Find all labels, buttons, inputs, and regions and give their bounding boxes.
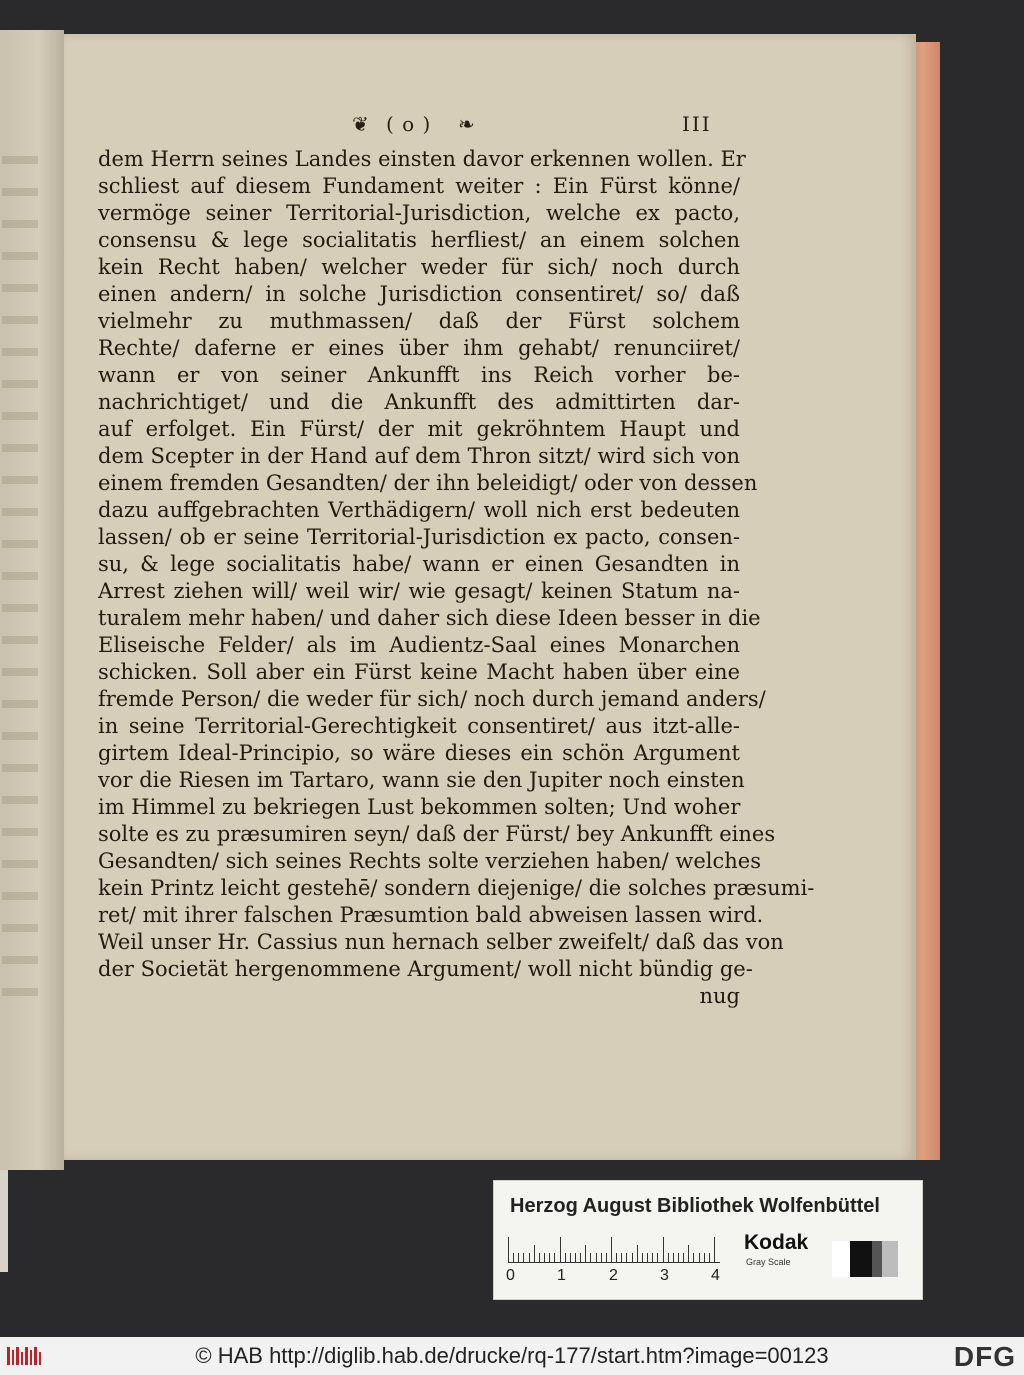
body-text [98,146,815,1010]
ruler-tick [647,1253,648,1263]
ruler-tick [632,1253,633,1263]
ornament-right-icon: ❧ [458,112,475,136]
text-line: lassen/ ob er seine Territorial-Jurisdiction ex pacto, consen- [98,525,740,549]
text-line: kein Recht haben/ welcher weder für sich/ noch durch [98,255,740,279]
ruler-tick [673,1253,674,1263]
ruler-number: 4 [711,1267,720,1284]
catchword: nug [699,984,740,1008]
ruler-number: 3 [660,1267,669,1284]
text-line: schicken. Soll aber ein Fürst keine Macht haben über eine [98,660,740,684]
page-fore-edge [912,42,940,1160]
text-line: dazu auffgebrachten Verthädigern/ woll nich erst bedeuten [98,498,740,522]
text-line: wann er von seiner Ankunfft ins Reich vorher be- [98,363,740,387]
ruler-tick [626,1253,627,1263]
ruler-tick [637,1245,638,1263]
gray-patch-white [832,1241,850,1277]
ruler-tick [508,1237,509,1263]
ruler-tick [678,1253,679,1263]
ruler-tick [570,1253,571,1263]
text-line: turalem mehr haben/ und daher sich diese Ideen besser in die [98,606,761,630]
ruler-tick [596,1253,597,1263]
ruler-tick [544,1253,545,1263]
ruler-tick [580,1253,581,1263]
ruler-tick [549,1253,550,1263]
text-line: vielmehr zu muthmassen/ daß der Fürst solchem [98,309,740,333]
ruler-tick [565,1253,566,1263]
text-line: vermöge seiner Territorial-Jurisdiction, welche ex pacto, [98,201,740,225]
text-line: einem fremden Gesandten/ der ihn beleidigt/ oder von dessen [98,471,758,495]
text-line: girtem Ideal-Principio, so wäre dieses ein schön Argument [98,741,740,765]
ruler-tick [513,1253,514,1263]
ruler-tick [621,1253,622,1263]
ruler-tick [601,1253,602,1263]
text-line: auf erfolget. Ein Fürst/ der mit gekröhntem Haupt und [98,417,740,441]
text-line: schliest auf diesem Fundament weiter : Ein Fürst könne/ [98,174,740,198]
ruler-tick [709,1253,710,1263]
folio-number: III [682,112,712,136]
ruler-tick [657,1253,658,1263]
text-line: ret/ mit ihrer falschen Præsumtion bald abweisen lassen wird. [98,903,764,927]
ruler-tick [693,1253,694,1263]
gray-scale-label: Gray Scale [746,1257,791,1267]
ruler-tick [688,1245,689,1263]
text-line: im Himmel zu bekriegen Lust bekommen solten; Und woher [98,795,741,819]
ruler-tick [554,1253,555,1263]
ruler-tick [529,1253,530,1263]
text-line: Eliseische Felder/ als im Audientz-Saal eines Monarchen [98,633,740,657]
ruler-tick [652,1253,653,1263]
text-line: fremde Person/ die weder für sich/ noch durch jemand anders/ [98,687,766,711]
ruler-tick [616,1253,617,1263]
ruler-tick [714,1237,715,1263]
ruler-tick [523,1253,524,1263]
text-line: Arrest ziehen will/ weil wir/ wie gesagt/ keinen Statum na- [98,579,740,603]
page-header [352,112,736,138]
dfg-logo: DFG [953,1341,1016,1372]
color-card [493,1180,923,1300]
ruler-tick [663,1237,664,1263]
previous-page-edge [0,30,64,1170]
text-line: Rechte/ daferne er eines über ihm gehabt/ renunciiret/ [98,336,740,360]
gray-patch-light [882,1241,898,1277]
ornament-left-icon: ❦ [352,112,369,136]
ruler-tick [585,1245,586,1263]
measure-ruler [508,1233,720,1263]
text-line: einen andern/ in solche Jurisdiction consentiret/ so/ daß [98,282,740,306]
ruler-tick [534,1245,535,1263]
text-line: kein Printz leicht gestehē/ sondern diejenige/ die solches præsumi- [98,876,815,900]
text-line: dem Scepter in der Hand auf dem Thron sitzt/ wird sich von [98,444,740,468]
ruler-tick [606,1253,607,1263]
ruler-tick [668,1253,669,1263]
gray-patch-black [850,1241,872,1277]
ink-bleed-through [2,156,38,1016]
footer-bar [0,1337,1024,1375]
text-line: nachrichtiget/ und die Ankunfft des admittirten dar- [98,390,740,414]
text-line: consensu & lege socialitatis herfliest/ an einem solchen [98,228,740,252]
text-line: su, & lege socialitatis habe/ wann er einen Gesandten in [98,552,740,576]
copyright-url[interactable]: © HAB http://diglib.hab.de/drucke/rq-177/start.htm?image=00123 [195,1343,829,1368]
ruler-tick [575,1253,576,1263]
ruler-tick [611,1237,612,1263]
ruler-tick [560,1237,561,1263]
ruler-number: 2 [609,1267,618,1284]
ruler-tick [518,1253,519,1263]
text-line: Weil unser Hr. Cassius nun hernach selber zweifelt/ daß das von [98,930,784,954]
ruler-number: 1 [557,1267,566,1284]
ruler-tick [590,1253,591,1263]
text-line: dem Herrn seines Landes einsten davor erkennen wollen. Er [98,147,746,171]
page-mark: ( o ) [386,112,432,136]
text-line: in seine Territorial-Gerechtigkeit consentiret/ aus itzt-alle- [98,714,740,738]
ruler-tick [699,1253,700,1263]
text-line: vor die Riesen im Tartaro, wann sie den Jupiter noch einsten [98,768,745,792]
text-line: solte es zu præsumiren seyn/ daß der Fürst/ bey Ankunfft eines [98,822,776,846]
ruler-tick [642,1253,643,1263]
text-line: Gesandten/ sich seines Rechts solte verziehen haben/ welches [98,849,761,873]
ruler-tick [683,1253,684,1263]
gray-patch-dark [872,1241,882,1277]
text-line: der Societät hergenommene Argument/ woll nicht bündig ge- [98,957,753,981]
library-name: Herzog August Bibliothek Wolfenbüttel [510,1195,880,1217]
ruler-number: 0 [506,1267,515,1284]
ruler-tick [704,1253,705,1263]
kodak-brand: Kodak [744,1231,809,1254]
ruler-tick [539,1253,540,1263]
